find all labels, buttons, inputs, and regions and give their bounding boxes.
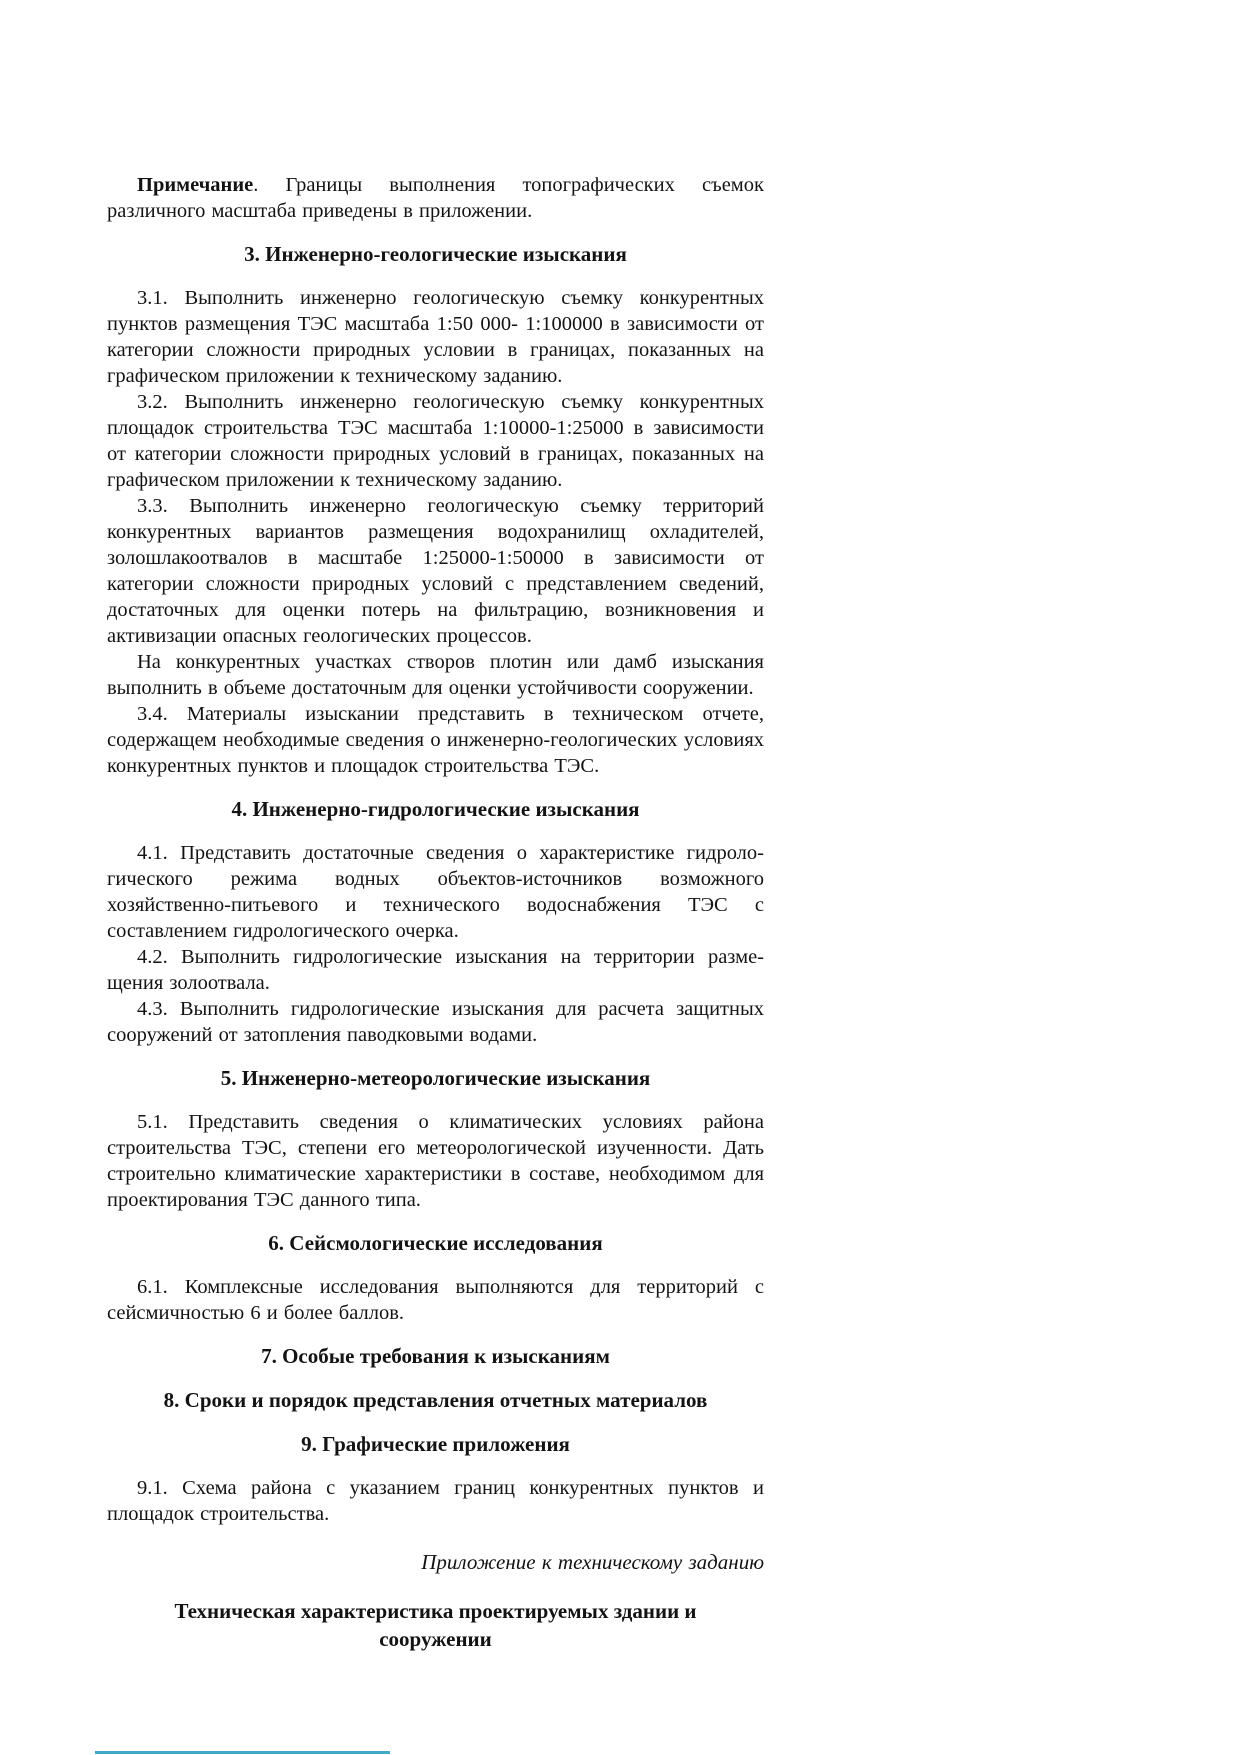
section-heading-special: 7. Особые требования к изысканиям <box>261 1344 610 1368</box>
paragraph-9-1: 9.1. Схема района с указанием границ конкурентных пунктов и площадок строительства. <box>107 1477 764 1525</box>
paragraph-3-4: 3.4. Материалы изыскании представить в техническом отчете, содержащем необходимые сведения о инженерно-геологических условиях конкурентных пунктов и площадок строительства ТЭС. <box>107 703 764 777</box>
section-heading-seismology: 6. Сейсмологические исследования <box>268 1231 603 1255</box>
paragraph-4-1: 4.1. Представить достаточные сведения о характеристике гидроло-гического режима водных объектов-источников возможного хозяйственно-питьевого и технического водоснабжения ТЭС с составлением гидрологического очерка. <box>107 842 764 942</box>
section-heading-meteorology: 5. Инженерно-метеорологические изыскания <box>220 1066 651 1090</box>
note-text: . Границы выполнения топографических съемок различного масштаба приведены в приложении. <box>107 174 764 222</box>
section-heading-hydrology: 4. Инженерно-гидрологические изыскания <box>231 797 640 821</box>
paragraph-3-2: 3.2. Выполнить инженерно геологическую съемку конкурентных площадок строительства ТЭС масштаба 1:10000-1:25000 в зависимости от категории сложности природных условий в границах, показанных на графическом приложении к техническому заданию. <box>107 391 764 491</box>
section-heading-graphics: 9. Графические приложения <box>301 1432 570 1456</box>
paragraph-3-1: 3.1. Выполнить инженерно геологическую съемку конкурентных пунктов размещения ТЭС масштаба 1:50 000- 1:100000 в зависимости от категории сложности природных условии в границах, показанных на графическом приложении к техническому заданию. <box>107 287 764 387</box>
section-heading-terms: 8. Сроки и порядок представления отчетных материалов <box>163 1388 708 1412</box>
text-column <box>107 0 764 1653</box>
footer-accent-line <box>95 1751 390 1754</box>
paragraph-6-1: 6.1. Комплексные исследования выполняются для территорий с сейсмичностью 6 и более баллов. <box>107 1276 764 1324</box>
paragraph-dams: На конкурентных участках створов плотин или дамб изыскания выполнить в объеме достаточным для оценки устойчивости сооружении. <box>107 651 764 699</box>
appendix-note: Приложение к техническому заданию <box>421 1550 764 1574</box>
note-label: Примечание <box>137 174 254 196</box>
note-paragraph <box>107 172 764 224</box>
paragraph-5-1: 5.1. Представить сведения о климатических условиях района строительства ТЭС, степени его метеорологической изученности. Дать строительно климатические характеристики в составе, необходимом для проектирования ТЭС данного типа. <box>107 1111 764 1211</box>
paragraph-4-2: 4.2. Выполнить гидрологические изыскания на территории разме-щения золоотвала. <box>107 946 764 994</box>
appendix-title: Техническая характеристика проектируемых здании и сооружении <box>174 1599 697 1651</box>
section-heading-geology: 3. Инженерно-геологические изыскания <box>244 242 627 266</box>
paragraph-3-3: 3.3. Выполнить инженерно геологическую съемку территорий конкурентных вариантов размещения водохранилищ охладителей, золошлакоотвалов в масштабе 1:25000-1:50000 в зависимости от категории сложности природных условий с представлением сведений, достаточных для оценки потерь на фильтрацию, возникновения и активизации опасных геологических процессов. <box>107 495 764 647</box>
paragraph-4-3: 4.3. Выполнить гидрологические изыскания для расчета защитных сооружений от затопления паводковыми водами. <box>107 998 764 1046</box>
